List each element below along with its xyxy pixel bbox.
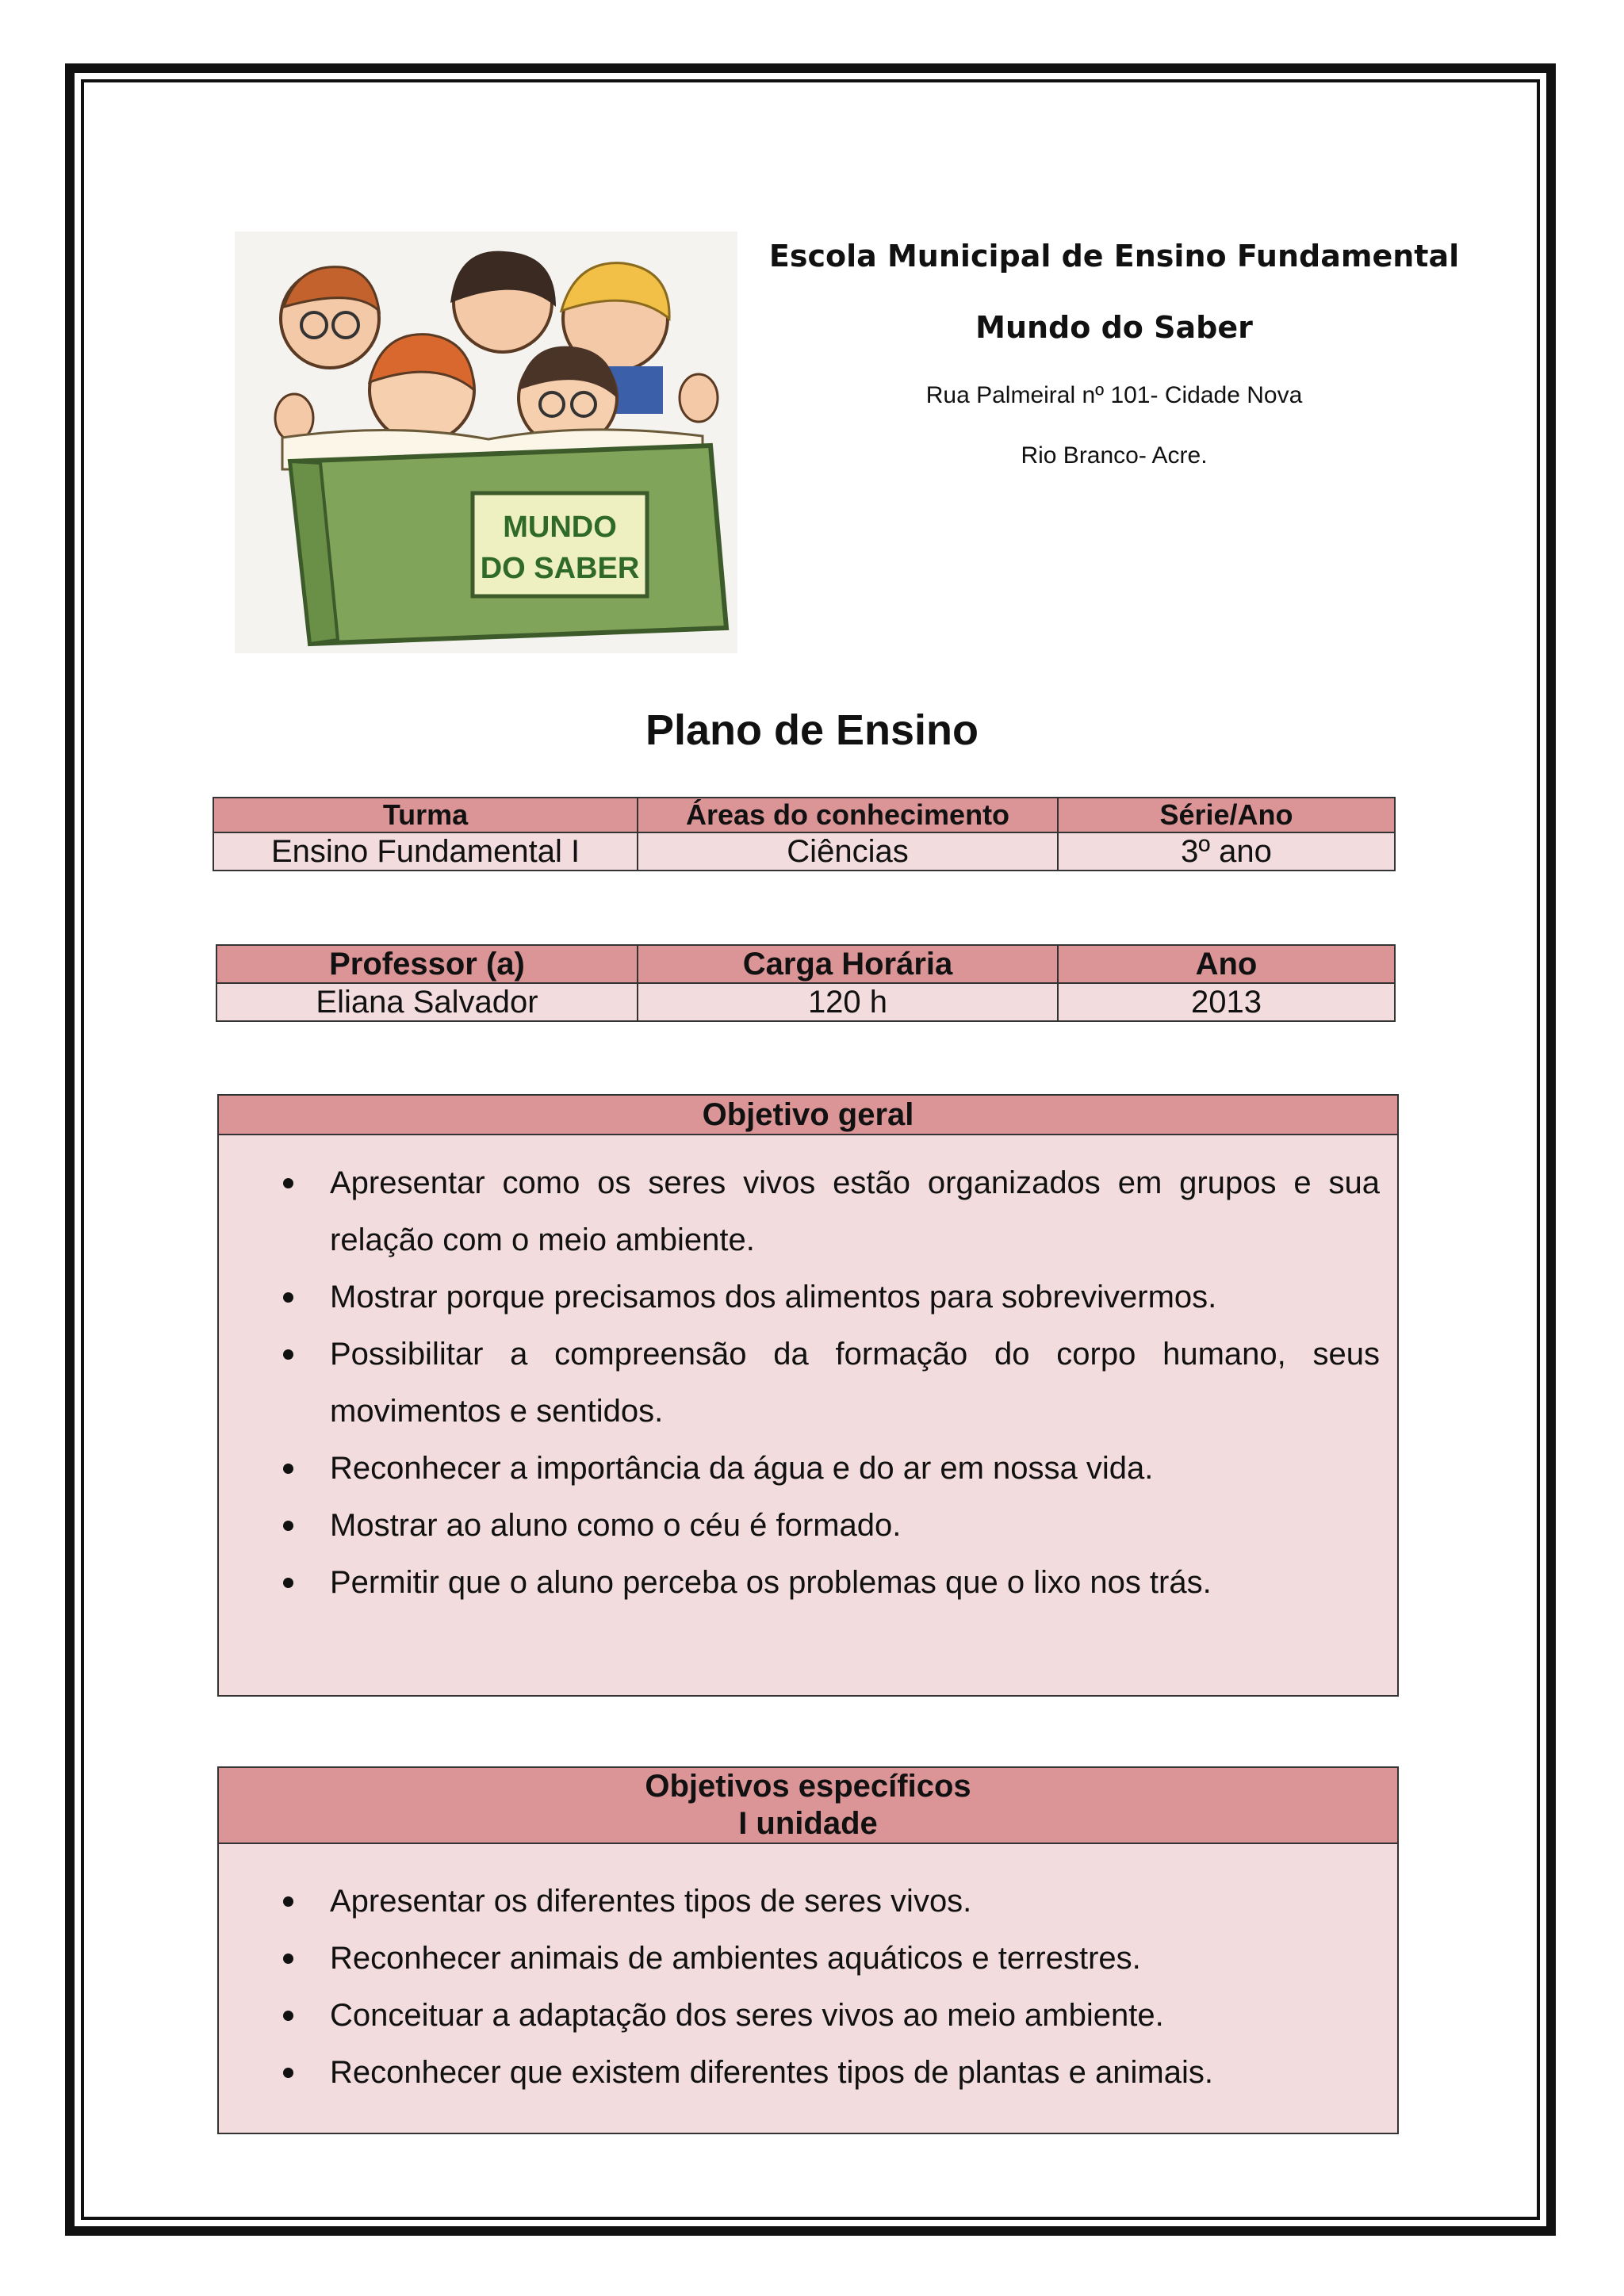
objetivos-especificos-subtitle: I unidade [738, 1806, 878, 1841]
objetivos-especificos-box [217, 1766, 1399, 2134]
class-info-table [213, 797, 1396, 871]
school-name: Escola Municipal de Ensino Fundamental [768, 239, 1460, 274]
school-logo [235, 232, 737, 653]
objetivos-especificos-title: Objetivos específicos [645, 1769, 971, 1804]
bullet-icon [283, 1578, 293, 1588]
bullet-icon [283, 1521, 293, 1531]
list-item: Permitir que o aluno perceba os problemas que o lixo nos trás. [219, 1554, 1397, 1611]
bullet-icon [283, 1464, 293, 1474]
table-header-professor: Professor (a) [216, 945, 638, 983]
table-header-areas: Áreas do conhecimento [638, 798, 1058, 832]
bullet-icon [283, 1896, 293, 1907]
list-item: Conceituar a adaptação dos seres vivos ao meio ambiente. [219, 1987, 1397, 2044]
school-city: Rio Branco- Acre. [1021, 442, 1208, 469]
table-cell-ano: 2013 [1058, 983, 1395, 1021]
logo-text-line1: MUNDO [503, 511, 617, 544]
table-header-turma: Turma [213, 798, 638, 832]
bullet-icon [283, 1292, 293, 1303]
list-item: Apresentar os diferentes tipos de seres vivos. [219, 1873, 1397, 1930]
list-item: Reconhecer que existem diferentes tipos de plantas e animais. [219, 2044, 1397, 2101]
bullet-icon [283, 1178, 293, 1188]
document-title: Plano de Ensino [645, 706, 979, 754]
table-cell-professor: Eliana Salvador [216, 983, 638, 1021]
list-item: Mostrar porque precisamos dos alimentos para sobrevivermos. [219, 1269, 1397, 1326]
objetivo-geral-title: Objetivo geral [219, 1096, 1397, 1135]
list-item: Apresentar como os seres vivos estão organizados em grupos e sua relação com o meio ambiente. [219, 1154, 1397, 1269]
table-header-serie: Série/Ano [1058, 798, 1395, 832]
bullet-icon [283, 1954, 293, 1964]
table-cell-turma: Ensino Fundamental I [213, 832, 638, 871]
teacher-info-table [216, 944, 1396, 1022]
bullet-icon [283, 2011, 293, 2021]
table-header-ano: Ano [1058, 945, 1395, 983]
objetivo-geral-list [219, 1154, 1397, 1611]
school-subtitle: Mundo do Saber [975, 310, 1253, 345]
table-header-carga: Carga Horária [638, 945, 1058, 983]
bullet-icon [283, 2068, 293, 2078]
objetivos-especificos-list [219, 1873, 1397, 2101]
objetivo-geral-box [217, 1094, 1399, 1697]
list-item: Reconhecer animais de ambientes aquáticos e terrestres. [219, 1930, 1397, 1987]
table-cell-carga: 120 h [638, 983, 1058, 1021]
list-item: Possibilitar a compreensão da formação do corpo humano, seus movimentos e sentidos. [219, 1326, 1397, 1440]
list-item: Reconhecer a importância da água e do ar em nossa vida. [219, 1440, 1397, 1497]
school-header [761, 230, 1467, 469]
list-item: Mostrar ao aluno como o céu é formado. [219, 1497, 1397, 1554]
table-cell-areas: Ciências [638, 832, 1058, 871]
table-cell-serie: 3º ano [1058, 832, 1395, 871]
logo-text-line2: DO SABER [480, 552, 640, 585]
objetivos-especificos-header [219, 1768, 1397, 1844]
school-address: Rua Palmeiral nº 101- Cidade Nova [925, 382, 1303, 408]
bullet-icon [283, 1349, 293, 1360]
